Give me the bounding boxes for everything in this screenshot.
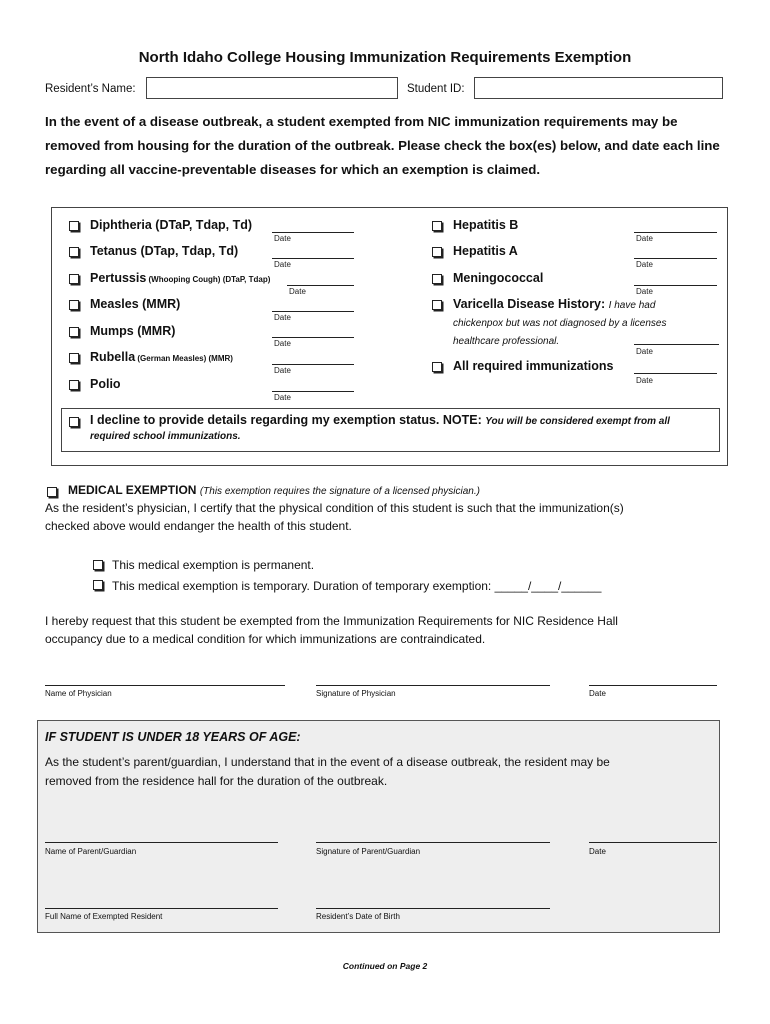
mumps-date-line[interactable] [272,337,354,338]
permanent-exemption-label: This medical exemption is permanent. [112,558,315,572]
rubella-date-line[interactable] [272,364,354,365]
permanent-exemption-checkbox[interactable] [93,560,103,570]
parent-date-line[interactable] [589,842,717,843]
physician-signature-line[interactable] [316,685,550,686]
tetanus-label: Tetanus (DTap, Tdap, Td) [90,244,239,258]
meningococcal-date-line[interactable] [634,285,717,286]
resident-full-name-label: Full Name of Exempted Resident [45,912,163,921]
varicella-note-line-3: healthcare professional. [453,336,560,347]
all-required-checkbox[interactable] [432,362,442,372]
date-label: Date [274,313,291,322]
pertussis-checkbox[interactable] [69,274,79,284]
date-label: Date [274,366,291,375]
polio-label: Polio [90,377,121,391]
rubella-checkbox[interactable] [69,353,79,363]
date-label: Date [636,234,653,243]
parent-name-label: Name of Parent/Guardian [45,847,137,856]
under-18-title: IF STUDENT IS UNDER 18 YEARS OF AGE: [45,730,301,744]
resident-full-name-line[interactable] [45,908,278,909]
diphtheria-date-line[interactable] [272,232,354,233]
student-id-field[interactable] [474,77,723,99]
physician-name-line[interactable] [45,685,285,686]
rubella-label: Rubella (German Measles) (MMR) [90,350,233,364]
pertussis-date-line[interactable] [287,285,354,286]
polio-checkbox[interactable] [69,380,79,390]
medical-certify-line-1: As the resident’s physician, I certify that the physical condition of this student is such that the immunization(s) [45,501,624,515]
diphtheria-checkbox[interactable] [69,221,79,231]
hepatitis-a-date-line[interactable] [634,258,717,259]
all-required-label: All required immunizations [453,359,614,373]
decline-label: I decline to provide details regarding my exemption status. NOTE: You will be considered exempt from all [90,413,670,427]
date-label: Date [274,339,291,348]
varicella-checkbox[interactable] [432,300,442,310]
tetanus-checkbox[interactable] [69,247,79,257]
measles-checkbox[interactable] [69,300,79,310]
medical-exemption-title: MEDICAL EXEMPTION (This exemption requires the signature of a licensed physician.) [68,483,480,497]
varicella-note-line-2: chickenpox but was not diagnosed by a licenses [453,318,667,329]
resident-name-label: Resident’s Name: [45,83,136,95]
physician-date-label: Date [589,689,606,698]
intro-paragraph: In the event of a disease outbreak, a student exempted from NIC immunization requirements may be removed from housing for the duration of the outbreak. Please check the box(es) below, and date each line regarding all vaccine-preventable diseases for which an exemption is claimed. [45,114,720,177]
all-required-date-line[interactable] [634,373,717,374]
date-label: Date [636,260,653,269]
meningococcal-label: Meningococcal [453,271,544,285]
date-label: Date [636,347,653,356]
date-label: Date [636,376,653,385]
request-line-2: occupancy due to a medical condition for which immunizations are contraindicated. [45,632,486,646]
date-label: Date [274,234,291,243]
measles-label: Measles (MMR) [90,297,181,311]
mumps-label: Mumps (MMR) [90,324,176,338]
tetanus-date-line[interactable] [272,258,354,259]
parent-signature-line[interactable] [316,842,550,843]
student-id-label: Student ID: [407,83,465,95]
varicella-label: Varicella Disease History: I have had [453,297,656,311]
decline-note-line-2: required school immunizations. [90,431,241,442]
decline-checkbox[interactable] [69,417,79,427]
under-18-section [37,720,720,933]
parent-signature-label: Signature of Parent/Guardian [316,847,421,856]
polio-date-line[interactable] [272,391,354,392]
date-label: Date [274,393,291,402]
hepatitis-a-checkbox[interactable] [432,247,442,257]
diphtheria-label: Diphtheria (DTaP, Tdap, Td) [90,218,253,232]
date-label: Date [636,287,653,296]
date-label: Date [289,287,306,296]
meningococcal-checkbox[interactable] [432,274,442,284]
temporary-exemption-label: This medical exemption is temporary. Duration of temporary exemption: _____/____/______ [112,579,602,593]
medical-exemption-checkbox[interactable] [47,487,57,497]
under-18-line-1: As the student’s parent/guardian, I understand that in the event of a disease outbreak, the resident may be [45,755,610,769]
date-label: Date [274,260,291,269]
mumps-checkbox[interactable] [69,327,79,337]
physician-signature-label: Signature of Physician [316,689,396,698]
under-18-line-2: removed from the residence hall for the duration of the outbreak. [45,774,388,788]
varicella-date-line[interactable] [634,344,719,345]
physician-name-label: Name of Physician [45,689,112,698]
measles-date-line[interactable] [272,311,354,312]
hepatitis-b-date-line[interactable] [634,232,717,233]
resident-name-field[interactable] [146,77,398,99]
temporary-exemption-checkbox[interactable] [93,580,103,590]
hepatitis-b-label: Hepatitis B [453,218,519,232]
parent-date-label: Date [589,847,606,856]
resident-dob-label: Resident’s Date of Birth [316,912,400,921]
parent-name-line[interactable] [45,842,278,843]
hepatitis-a-label: Hepatitis A [453,244,518,258]
page-title: North Idaho College Housing Immunization Requirements Exemption [138,49,632,66]
continued-footer: Continued on Page 2 [342,961,428,971]
physician-date-line[interactable] [589,685,717,686]
hepatitis-b-checkbox[interactable] [432,221,442,231]
request-line-1: I hereby request that this student be exempted from the Immunization Requirements for NIC Residence Hall [45,614,618,628]
pertussis-label: Pertussis (Whooping Cough) (DTaP, Tdap) [90,271,271,285]
medical-certify-line-2: checked above would endanger the health of this student. [45,519,352,533]
resident-dob-line[interactable] [316,908,550,909]
